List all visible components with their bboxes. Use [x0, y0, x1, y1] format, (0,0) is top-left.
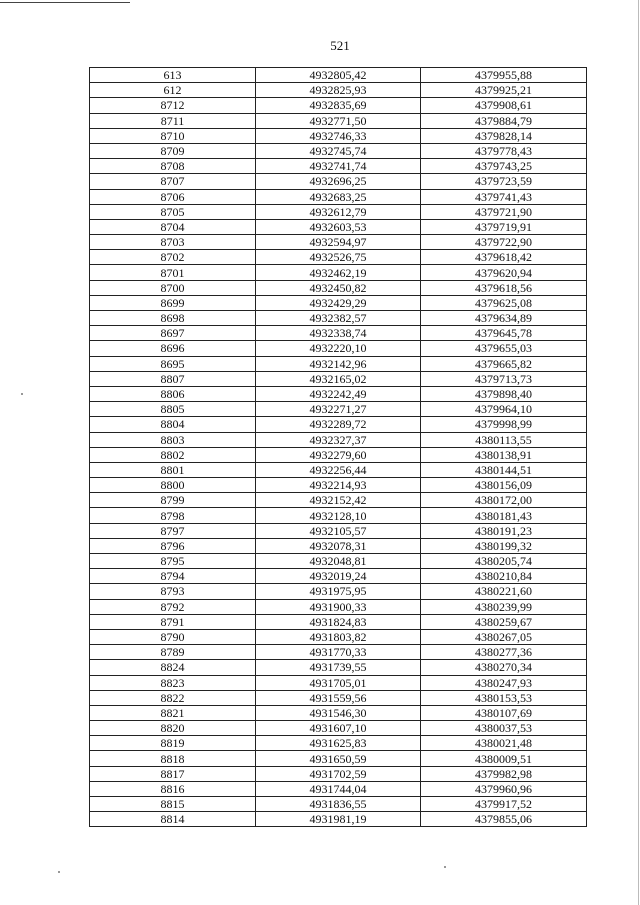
x-coordinate-cell: 4931702,59: [256, 766, 421, 781]
y-coordinate-cell: 4379855,06: [421, 812, 587, 827]
table-row: [90, 386, 587, 401]
x-coordinate-cell: 4931975,95: [256, 584, 421, 599]
x-coordinate-cell: 4931824,83: [256, 614, 421, 629]
y-coordinate-cell: 4380144,51: [421, 462, 587, 477]
y-coordinate-cell: 4379721,90: [421, 204, 587, 219]
point-number-cell: 613: [90, 68, 256, 83]
point-number-cell: 8701: [90, 265, 256, 280]
table-row: [90, 554, 587, 569]
y-coordinate-cell: 4380239,99: [421, 599, 587, 614]
point-number-cell: 8710: [90, 128, 256, 143]
table-row: [90, 675, 587, 690]
x-coordinate-cell: 4932271,27: [256, 402, 421, 417]
point-number-cell: 8802: [90, 447, 256, 462]
point-number-cell: 8816: [90, 781, 256, 796]
point-number-cell: 8824: [90, 660, 256, 675]
point-number-cell: 8791: [90, 614, 256, 629]
table-row: [90, 766, 587, 781]
table-row: [90, 189, 587, 204]
y-coordinate-cell: 4379884,79: [421, 113, 587, 128]
table-row: [90, 736, 587, 751]
y-coordinate-cell: 4379898,40: [421, 386, 587, 401]
point-number-cell: 8819: [90, 736, 256, 751]
x-coordinate-cell: 4932594,97: [256, 235, 421, 250]
x-coordinate-cell: 4931981,19: [256, 812, 421, 827]
y-coordinate-cell: 4379908,61: [421, 98, 587, 113]
point-number-cell: 8797: [90, 523, 256, 538]
x-coordinate-cell: 4932256,44: [256, 462, 421, 477]
point-number-cell: 8792: [90, 599, 256, 614]
table-row: [90, 326, 587, 341]
y-coordinate-cell: 4379955,88: [421, 68, 587, 83]
point-number-cell: 8814: [90, 812, 256, 827]
x-coordinate-cell: 4932214,93: [256, 478, 421, 493]
point-number-cell: 8817: [90, 766, 256, 781]
y-coordinate-cell: 4379634,89: [421, 311, 587, 326]
x-coordinate-cell: 4932327,37: [256, 432, 421, 447]
table-row: [90, 781, 587, 796]
table-row: [90, 356, 587, 371]
x-coordinate-cell: 4932746,33: [256, 128, 421, 143]
x-coordinate-cell: 4932242,49: [256, 386, 421, 401]
x-coordinate-cell: 4932338,74: [256, 326, 421, 341]
point-number-cell: 8823: [90, 675, 256, 690]
y-coordinate-cell: 4379925,21: [421, 83, 587, 98]
table-row: [90, 690, 587, 705]
y-coordinate-cell: 4379665,82: [421, 356, 587, 371]
x-coordinate-cell: 4932805,42: [256, 68, 421, 83]
x-coordinate-cell: 4932128,10: [256, 508, 421, 523]
point-number-cell: 8804: [90, 417, 256, 432]
table-row: [90, 812, 587, 827]
y-coordinate-cell: 4380021,48: [421, 736, 587, 751]
table-row: [90, 660, 587, 675]
x-coordinate-cell: 4932382,57: [256, 311, 421, 326]
point-number-cell: 8702: [90, 250, 256, 265]
table-row: [90, 219, 587, 234]
table-row: [90, 402, 587, 417]
point-number-cell: 8705: [90, 204, 256, 219]
table-row: [90, 797, 587, 812]
table-row: [90, 311, 587, 326]
y-coordinate-cell: 4379618,42: [421, 250, 587, 265]
table-row: [90, 599, 587, 614]
x-coordinate-cell: 4932078,31: [256, 538, 421, 553]
table-row: [90, 250, 587, 265]
x-coordinate-cell: 4932142,96: [256, 356, 421, 371]
point-number-cell: 8696: [90, 341, 256, 356]
table-row: [90, 614, 587, 629]
y-coordinate-cell: 4379998,99: [421, 417, 587, 432]
point-number-cell: 8801: [90, 462, 256, 477]
point-number-cell: 8695: [90, 356, 256, 371]
y-coordinate-cell: 4379645,78: [421, 326, 587, 341]
y-coordinate-cell: 4380153,53: [421, 690, 587, 705]
table-row: [90, 721, 587, 736]
y-coordinate-cell: 4380191,23: [421, 523, 587, 538]
table-row: [90, 235, 587, 250]
y-coordinate-cell: 4380107,69: [421, 705, 587, 720]
y-coordinate-cell: 4379964,10: [421, 402, 587, 417]
y-coordinate-cell: 4380247,93: [421, 675, 587, 690]
table-row: [90, 508, 587, 523]
table-row: [90, 371, 587, 386]
y-coordinate-cell: 4379741,43: [421, 189, 587, 204]
table-row: [90, 295, 587, 310]
y-coordinate-cell: 4380205,74: [421, 554, 587, 569]
table-row: [90, 113, 587, 128]
point-number-cell: 8789: [90, 645, 256, 660]
y-coordinate-cell: 4380156,09: [421, 478, 587, 493]
x-coordinate-cell: 4932048,81: [256, 554, 421, 569]
x-coordinate-cell: 4931770,33: [256, 645, 421, 660]
y-coordinate-cell: 4380199,32: [421, 538, 587, 553]
y-coordinate-cell: 4380277,36: [421, 645, 587, 660]
table-row: [90, 68, 587, 83]
y-coordinate-cell: 4380138,91: [421, 447, 587, 462]
point-number-cell: 8708: [90, 159, 256, 174]
x-coordinate-cell: 4932683,25: [256, 189, 421, 204]
point-number-cell: 8799: [90, 493, 256, 508]
x-coordinate-cell: 4932429,29: [256, 295, 421, 310]
y-coordinate-cell: 4379655,03: [421, 341, 587, 356]
point-number-cell: 8821: [90, 705, 256, 720]
point-number-cell: 8796: [90, 538, 256, 553]
x-coordinate-cell: 4931650,59: [256, 751, 421, 766]
x-coordinate-cell: 4932612,79: [256, 204, 421, 219]
x-coordinate-cell: 4932526,75: [256, 250, 421, 265]
y-coordinate-cell: 4379917,52: [421, 797, 587, 812]
table-row: [90, 705, 587, 720]
point-number-cell: 8803: [90, 432, 256, 447]
point-number-cell: 8706: [90, 189, 256, 204]
y-coordinate-cell: 4379625,08: [421, 295, 587, 310]
table-row: [90, 493, 587, 508]
x-coordinate-cell: 4932741,74: [256, 159, 421, 174]
x-coordinate-cell: 4932825,93: [256, 83, 421, 98]
scan-speck: [444, 866, 446, 868]
coordinates-table: [89, 67, 587, 827]
point-number-cell: 8712: [90, 98, 256, 113]
point-number-cell: 8795: [90, 554, 256, 569]
table-row: [90, 143, 587, 158]
y-coordinate-cell: 4380221,60: [421, 584, 587, 599]
right-edge-rule: [638, 0, 639, 905]
y-coordinate-cell: 4379618,56: [421, 280, 587, 295]
y-coordinate-cell: 4379778,43: [421, 143, 587, 158]
point-number-cell: 8699: [90, 295, 256, 310]
y-coordinate-cell: 4380009,51: [421, 751, 587, 766]
table-row: [90, 645, 587, 660]
x-coordinate-cell: 4932603,53: [256, 219, 421, 234]
y-coordinate-cell: 4380210,84: [421, 569, 587, 584]
y-coordinate-cell: 4380181,43: [421, 508, 587, 523]
table-row: [90, 159, 587, 174]
point-number-cell: 8818: [90, 751, 256, 766]
x-coordinate-cell: 4932745,74: [256, 143, 421, 158]
table-row: [90, 432, 587, 447]
table-row: [90, 174, 587, 189]
table-row: [90, 751, 587, 766]
table-row: [90, 417, 587, 432]
x-coordinate-cell: 4931803,82: [256, 629, 421, 644]
table-row: [90, 569, 587, 584]
table-row: [90, 584, 587, 599]
point-number-cell: 8698: [90, 311, 256, 326]
scan-speck: [58, 871, 60, 873]
y-coordinate-cell: 4380037,53: [421, 721, 587, 736]
x-coordinate-cell: 4932462,19: [256, 265, 421, 280]
y-coordinate-cell: 4380113,55: [421, 432, 587, 447]
x-coordinate-cell: 4931836,55: [256, 797, 421, 812]
x-coordinate-cell: 4931900,33: [256, 599, 421, 614]
point-number-cell: 8711: [90, 113, 256, 128]
table-row: [90, 538, 587, 553]
table-row: [90, 462, 587, 477]
y-coordinate-cell: 4379982,98: [421, 766, 587, 781]
y-coordinate-cell: 4380270,34: [421, 660, 587, 675]
y-coordinate-cell: 4380259,67: [421, 614, 587, 629]
point-number-cell: 8807: [90, 371, 256, 386]
y-coordinate-cell: 4379960,96: [421, 781, 587, 796]
point-number-cell: 8700: [90, 280, 256, 295]
coordinates-table-body: [90, 68, 587, 827]
y-coordinate-cell: 4379713,73: [421, 371, 587, 386]
x-coordinate-cell: 4932105,57: [256, 523, 421, 538]
table-row: [90, 265, 587, 280]
y-coordinate-cell: 4379722,90: [421, 235, 587, 250]
x-coordinate-cell: 4931546,30: [256, 705, 421, 720]
x-coordinate-cell: 4931744,04: [256, 781, 421, 796]
y-coordinate-cell: 4379719,91: [421, 219, 587, 234]
x-coordinate-cell: 4931705,01: [256, 675, 421, 690]
point-number-cell: 8697: [90, 326, 256, 341]
point-number-cell: 8707: [90, 174, 256, 189]
x-coordinate-cell: 4932289,72: [256, 417, 421, 432]
point-number-cell: 8822: [90, 690, 256, 705]
table-row: [90, 204, 587, 219]
point-number-cell: 8704: [90, 219, 256, 234]
table-row: [90, 98, 587, 113]
x-coordinate-cell: 4932450,82: [256, 280, 421, 295]
x-coordinate-cell: 4932152,42: [256, 493, 421, 508]
table-row: [90, 523, 587, 538]
point-number-cell: 8790: [90, 629, 256, 644]
point-number-cell: 8815: [90, 797, 256, 812]
top-edge-rule: [0, 2, 130, 3]
point-number-cell: 612: [90, 83, 256, 98]
y-coordinate-cell: 4379723,59: [421, 174, 587, 189]
x-coordinate-cell: 4931739,55: [256, 660, 421, 675]
point-number-cell: 8806: [90, 386, 256, 401]
x-coordinate-cell: 4932771,50: [256, 113, 421, 128]
table-row: [90, 341, 587, 356]
point-number-cell: 8820: [90, 721, 256, 736]
point-number-cell: 8794: [90, 569, 256, 584]
y-coordinate-cell: 4379828,14: [421, 128, 587, 143]
x-coordinate-cell: 4932696,25: [256, 174, 421, 189]
point-number-cell: 8805: [90, 402, 256, 417]
x-coordinate-cell: 4932279,60: [256, 447, 421, 462]
point-number-cell: 8800: [90, 478, 256, 493]
point-number-cell: 8709: [90, 143, 256, 158]
table-row: [90, 128, 587, 143]
x-coordinate-cell: 4931625,83: [256, 736, 421, 751]
table-row: [90, 629, 587, 644]
point-number-cell: 8703: [90, 235, 256, 250]
table-row: [90, 83, 587, 98]
x-coordinate-cell: 4932220,10: [256, 341, 421, 356]
page-number: 521: [330, 38, 350, 53]
y-coordinate-cell: 4380172,00: [421, 493, 587, 508]
table-row: [90, 280, 587, 295]
x-coordinate-cell: 4932835,69: [256, 98, 421, 113]
y-coordinate-cell: 4379743,25: [421, 159, 587, 174]
x-coordinate-cell: 4931559,56: [256, 690, 421, 705]
table-row: [90, 478, 587, 493]
x-coordinate-cell: 4932165,02: [256, 371, 421, 386]
x-coordinate-cell: 4931607,10: [256, 721, 421, 736]
x-coordinate-cell: 4932019,24: [256, 569, 421, 584]
y-coordinate-cell: 4379620,94: [421, 265, 587, 280]
point-number-cell: 8798: [90, 508, 256, 523]
scan-speck: [21, 393, 23, 395]
y-coordinate-cell: 4380267,05: [421, 629, 587, 644]
point-number-cell: 8793: [90, 584, 256, 599]
table-row: [90, 447, 587, 462]
